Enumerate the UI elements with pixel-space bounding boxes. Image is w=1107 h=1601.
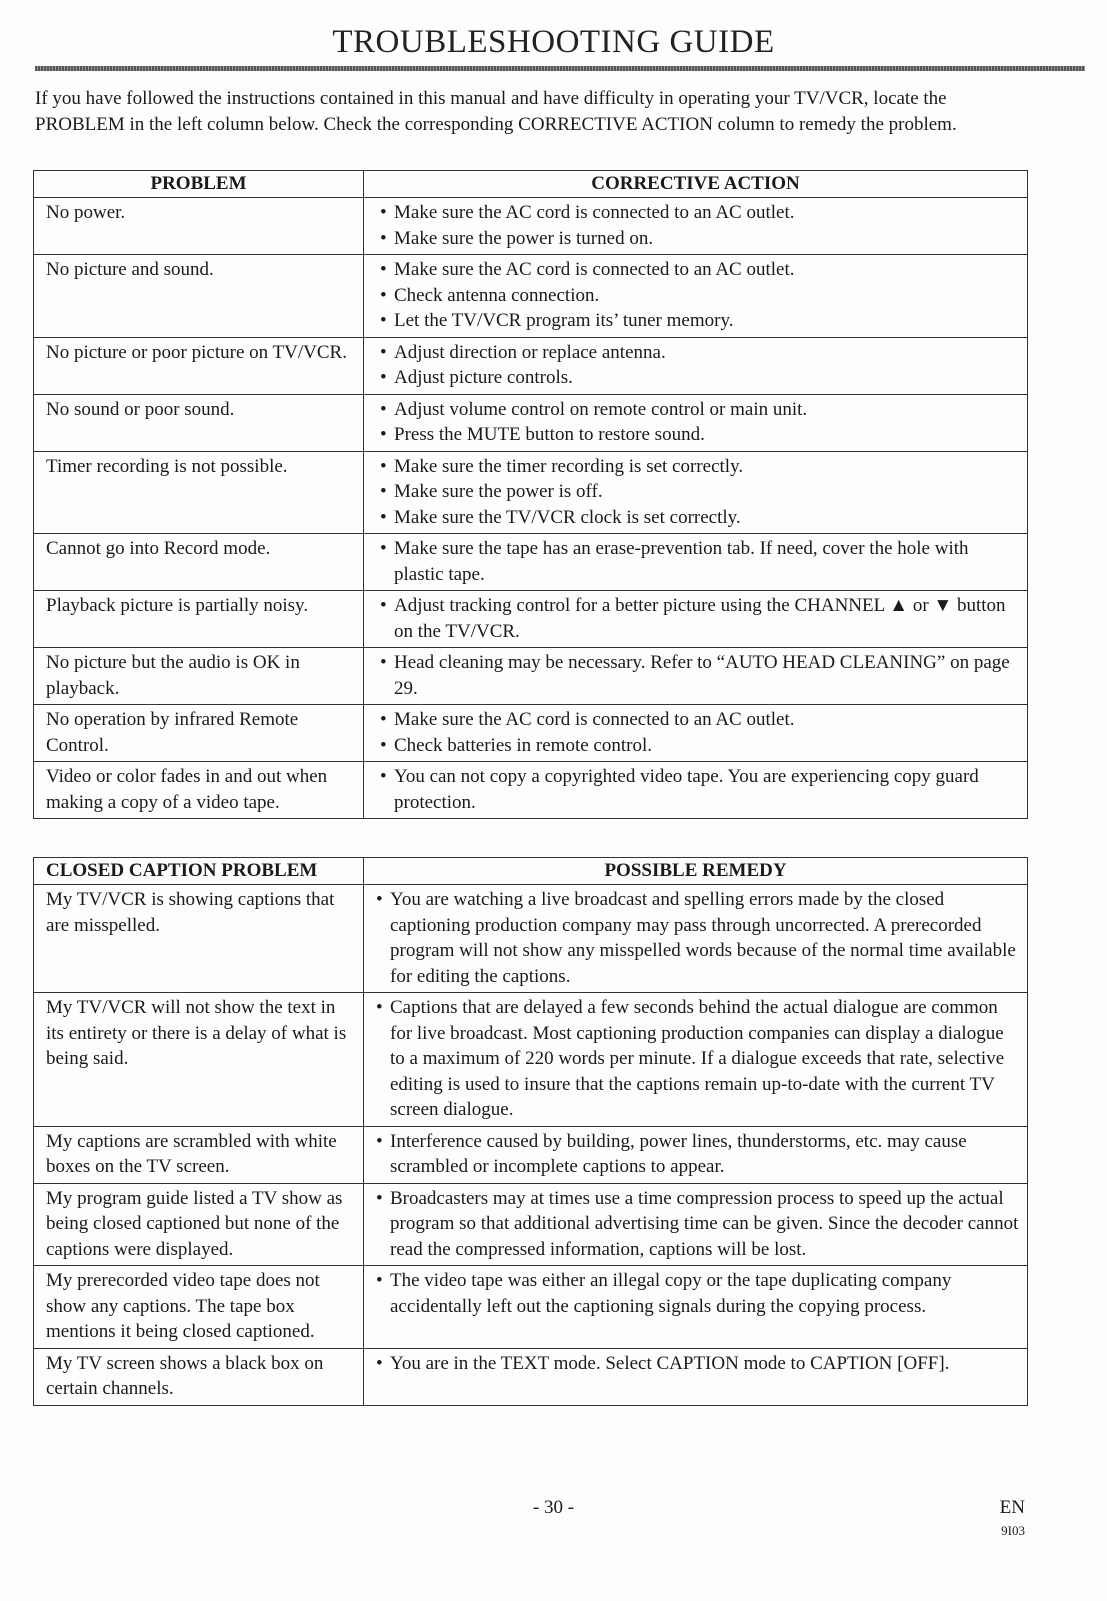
problem-cell: Cannot go into Record mode. xyxy=(34,534,364,591)
action-cell xyxy=(364,885,1028,993)
action-list xyxy=(372,1129,1019,1180)
action-list xyxy=(376,454,1019,531)
action-item: • Adjust picture controls. xyxy=(376,365,1019,391)
problem-cell: My captions are scrambled with white boxes on the TV screen. xyxy=(34,1126,364,1183)
problem-cell: Playback picture is partially noisy. xyxy=(34,591,364,648)
action-list xyxy=(376,593,1019,644)
action-item: • Head cleaning may be necessary. Refer to “AUTO HEAD CLEANING” on page 29. xyxy=(376,650,1019,701)
action-cell xyxy=(364,255,1028,338)
action-cell xyxy=(364,198,1028,255)
action-item: • Make sure the power is turned on. xyxy=(376,226,1019,252)
action-item: • You are in the TEXT mode. Select CAPTION mode to CAPTION [OFF]. xyxy=(372,1351,1019,1377)
action-item: • Make sure the power is off. xyxy=(376,479,1019,505)
action-list xyxy=(372,887,1019,989)
table-header-row xyxy=(34,171,1028,198)
action-item: • Check antenna connection. xyxy=(376,283,1019,309)
action-cell xyxy=(364,648,1028,705)
action-item: • Make sure the tape has an erase-prevention tab. If need, cover the hole with plastic tape. xyxy=(376,536,1019,587)
problem-cell: No picture or poor picture on TV/VCR. xyxy=(34,337,364,394)
table-row xyxy=(34,648,1028,705)
action-list xyxy=(372,995,1019,1123)
action-cell xyxy=(364,394,1028,451)
problem-cell: My TV/VCR will not show the text in its entirety or there is a delay of what is being said. xyxy=(34,993,364,1127)
action-cell xyxy=(364,534,1028,591)
action-item: • The video tape was either an illegal copy or the tape duplicating company accidentally left out the captioning signals during the copying process. xyxy=(372,1268,1019,1319)
table-row xyxy=(34,534,1028,591)
action-list xyxy=(372,1268,1019,1319)
problem-cell: Video or color fades in and out when making a copy of a video tape. xyxy=(34,762,364,819)
table-header-row xyxy=(34,858,1028,885)
action-cell xyxy=(364,1183,1028,1266)
table-row xyxy=(34,1183,1028,1266)
action-item: • Make sure the timer recording is set correctly. xyxy=(376,454,1019,480)
action-list xyxy=(376,257,1019,334)
action-cell xyxy=(364,993,1028,1127)
problem-cell: No sound or poor sound. xyxy=(34,394,364,451)
table-row xyxy=(34,451,1028,534)
table-row xyxy=(34,394,1028,451)
table-row xyxy=(34,255,1028,338)
action-item: • Adjust tracking control for a better picture using the CHANNEL ▲ or ▼ button on the TV/VCR. xyxy=(376,593,1019,644)
title-rule xyxy=(35,66,1085,71)
language-code: EN xyxy=(999,1497,1025,1518)
action-list xyxy=(376,397,1019,448)
table-row xyxy=(34,1126,1028,1183)
action-item: • Captions that are delayed a few seconds behind the actual dialogue are common for live broadcast. Most captioning production companies can display a dialogue to a maximum of 220 words per minute. If a dialogue exceeds that rate, selective editing is used to insure that the captions remain up-to-date with the current TV screen dialogue. xyxy=(372,995,1019,1123)
action-cell xyxy=(364,1126,1028,1183)
action-item: • Interference caused by building, power lines, thunderstorms, etc. may cause scrambled or incomplete captions to appear. xyxy=(372,1129,1019,1180)
action-item: • Adjust direction or replace antenna. xyxy=(376,340,1019,366)
action-item: • Check batteries in remote control. xyxy=(376,733,1019,759)
action-list xyxy=(376,200,1019,251)
table-row xyxy=(34,1348,1028,1405)
action-item: • Broadcasters may at times use a time compression process to speed up the actual program so that additional advertising time can be given. Since the decoder cannot read the compressed information, captions will be lost. xyxy=(372,1186,1019,1263)
problem-cell: No picture but the audio is OK in playback. xyxy=(34,648,364,705)
action-item: • Make sure the AC cord is connected to an AC outlet. xyxy=(376,257,1019,283)
possible-remedy-header: POSSIBLE REMEDY xyxy=(364,858,1028,885)
page-title: TROUBLESHOOTING GUIDE xyxy=(332,24,775,60)
problem-cell: My prerecorded video tape does not show any captions. The tape box mentions it being closed captioned. xyxy=(34,1266,364,1349)
closed-caption-table xyxy=(33,857,1028,1406)
action-list xyxy=(376,764,1019,815)
problem-cell: No picture and sound. xyxy=(34,255,364,338)
problem-cell: No power. xyxy=(34,198,364,255)
problem-cell: My TV/VCR is showing captions that are misspelled. xyxy=(34,885,364,993)
problem-cell: My TV screen shows a black box on certain channels. xyxy=(34,1348,364,1405)
problem-cell: My program guide listed a TV show as being closed captioned but none of the captions were displayed. xyxy=(34,1183,364,1266)
action-cell xyxy=(364,1348,1028,1405)
action-item: • Make sure the TV/VCR clock is set correctly. xyxy=(376,505,1019,531)
problem-header: PROBLEM xyxy=(34,171,364,198)
action-item: • Adjust volume control on remote control or main unit. xyxy=(376,397,1019,423)
table-row xyxy=(34,705,1028,762)
action-list xyxy=(376,340,1019,391)
table-row xyxy=(34,198,1028,255)
table-row xyxy=(34,591,1028,648)
action-item: • You are watching a live broadcast and spelling errors made by the closed captioning production company may pass through uncorrected. A prerecorded program will not show any misspelled words because of the normal time available for editing the captions. xyxy=(372,887,1019,989)
closed-caption-problem-header: CLOSED CAPTION PROBLEM xyxy=(34,858,364,885)
problem-cell: Timer recording is not possible. xyxy=(34,451,364,534)
action-cell xyxy=(364,591,1028,648)
corrective-action-header: CORRECTIVE ACTION xyxy=(364,171,1028,198)
document-code: 9I03 xyxy=(1001,1523,1025,1538)
action-cell xyxy=(364,1266,1028,1349)
action-item: • Make sure the AC cord is connected to an AC outlet. xyxy=(376,200,1019,226)
action-item: • Let the TV/VCR program its’ tuner memory. xyxy=(376,308,1019,334)
action-list xyxy=(372,1351,1019,1377)
action-cell xyxy=(364,337,1028,394)
action-item: • You can not copy a copyrighted video tape. You are experiencing copy guard protection. xyxy=(376,764,1019,815)
table-row xyxy=(34,337,1028,394)
action-cell xyxy=(364,451,1028,534)
intro-paragraph: If you have followed the instructions contained in this manual and have difficulty in operating your TV/VCR, locate the PROBLEM in the left column below. Check the corresponding CORRECTIVE ACTION column to remedy the problem. xyxy=(35,88,957,135)
action-list xyxy=(376,707,1019,758)
table-row xyxy=(34,885,1028,993)
troubleshooting-table xyxy=(33,170,1028,819)
problem-cell: No operation by infrared Remote Control. xyxy=(34,705,364,762)
action-cell xyxy=(364,705,1028,762)
table-row xyxy=(34,762,1028,819)
action-item: • Make sure the AC cord is connected to an AC outlet. xyxy=(376,707,1019,733)
table-row xyxy=(34,1266,1028,1349)
action-item: • Press the MUTE button to restore sound. xyxy=(376,422,1019,448)
action-list xyxy=(372,1186,1019,1263)
page-number: - 30 - xyxy=(532,1497,575,1518)
action-list xyxy=(376,650,1019,701)
table-row xyxy=(34,993,1028,1127)
action-cell xyxy=(364,762,1028,819)
action-list xyxy=(376,536,1019,587)
